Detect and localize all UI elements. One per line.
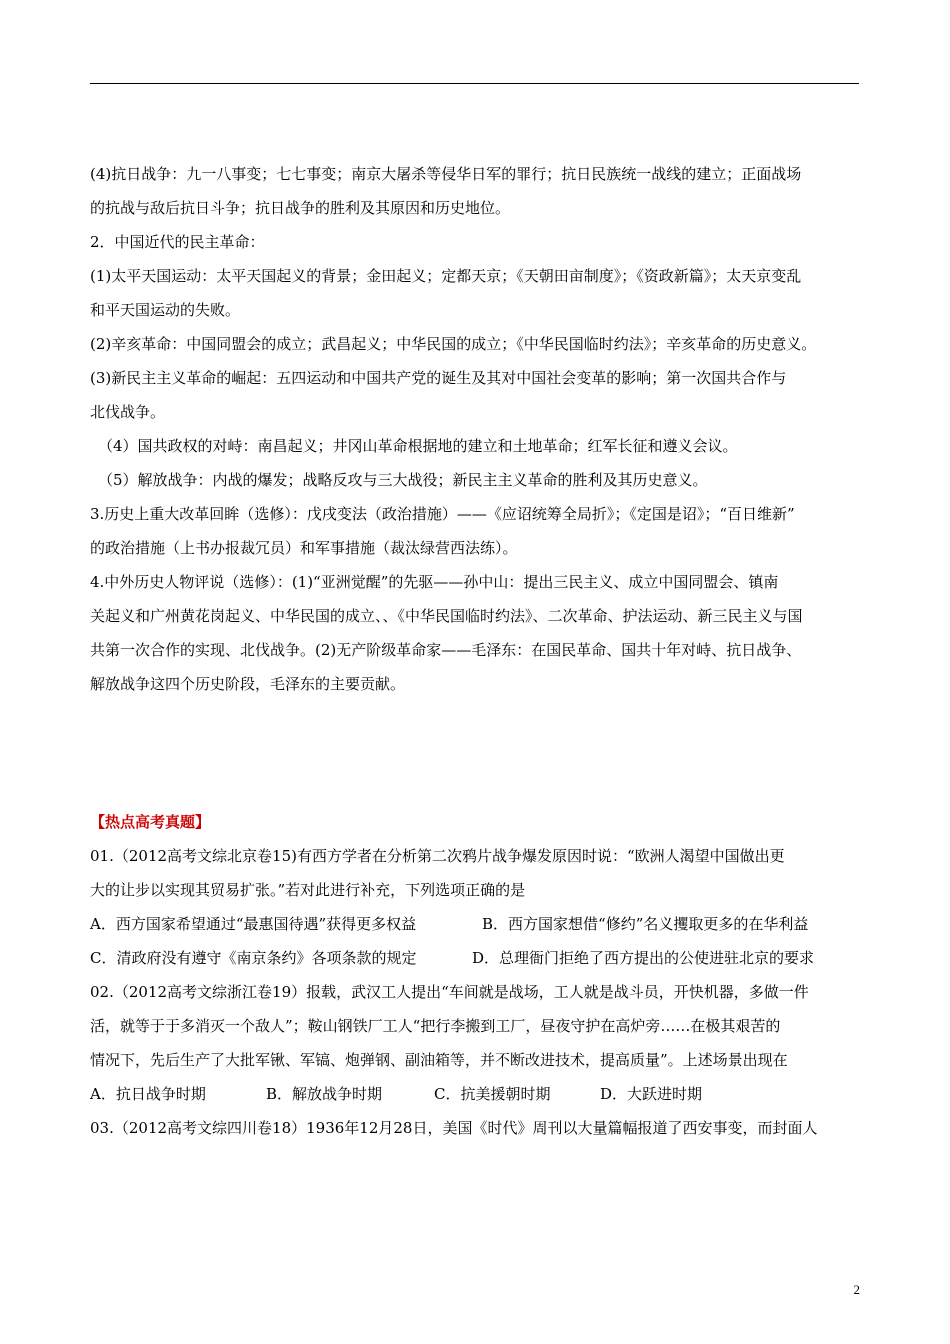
option-b: B．西方国家想借“修约”名义攫取更多的在华利益 — [482, 915, 809, 933]
outline-line: (1)太平天国运动：太平天国起义的背景；金田起义；定都天京；《天朝田亩制度》；《资政新篇》；太天京变乱 — [90, 267, 802, 285]
outline-line: 共第一次合作的实现、北伐战争。(2)无产阶级革命家——毛泽东：在国民革命、国共十年对峙、抗日战争、 — [90, 641, 802, 659]
page-number: 2 — [853, 1282, 860, 1297]
question-line: 活，就等于于多消灭一个敌人”；鞍山钢铁厂工人“把行李搬到工厂，昼夜守护在高炉旁……在极其艰苦的 — [90, 1017, 781, 1035]
outline-line: 4.中外历史人物评说（选修）：(1)“亚洲觉醒”的先驱——孙中山：提出三民主义、成立中国同盟会、镇南 — [90, 573, 779, 591]
outline-line: (2)辛亥革命：中国同盟会的成立；武昌起义；中华民国的成立；《中华民国临时约法》；辛亥革命的历史意义。 — [90, 335, 817, 353]
outline-line: 的政治措施（上书办报裁冗员）和军事措施（裁汰绿营西法练）。 — [90, 539, 518, 557]
outline-line: (3)新民主主义革命的崛起：五四运动和中国共产党的诞生及其对中国社会变革的影响；第一次国共合作与 — [90, 369, 787, 387]
question-line: 大的让步以实现其贸易扩张。”若对此进行补充，下列选项正确的是 — [90, 881, 526, 899]
question-line: 01.（2012高考文综北京卷15)有西方学者在分析第二次鸦片战争爆发原因时说：“欧洲人渴望中国做出更 — [90, 847, 785, 865]
option-c: C．抗美援朝时期 — [434, 1085, 551, 1103]
outline-line: 关起义和广州黄花岗起义、中华民国的成立、、《中华民国临时约法》、二次革命、护法运动、新三民主义与国 — [90, 607, 803, 625]
option-row — [90, 907, 859, 941]
question-line: 情况下，先后生产了大批军锹、军镐、炮弹钢、副油箱等，并不断改进技术，提高质量”。上述场景出现在 — [90, 1051, 788, 1069]
outline-line: (4)抗日战争：九一八事变；七七事变；南京大屠杀等侵华日军的罪行；抗日民族统一战线的建立；正面战场 — [90, 165, 802, 183]
option-b: B．解放战争时期 — [266, 1085, 383, 1103]
outline-line: 北伐战争。 — [90, 403, 166, 421]
option-row — [90, 1077, 859, 1111]
outline-line: 和平天国运动的失败。 — [90, 301, 241, 319]
outline-line: 的抗战与敌后抗日斗争；抗日战争的胜利及其原因和历史地位。 — [90, 199, 511, 217]
outline-line: 3.历史上重大改革回眸（选修）：戊戌变法（政治措施）——《应诏统筹全局折》；《定国是诏》；“百日维新” — [90, 505, 795, 523]
outline-line: （5）解放战争：内战的爆发；战略反攻与三大战役；新民主主义革命的胜利及其历史意义。 — [98, 471, 708, 489]
document-body — [90, 157, 859, 1145]
question-line: 02.（2012高考文综浙江卷19）报载，武汉工人提出“车间就是战场，工人就是战斗员，开快机器，多做一件 — [90, 983, 809, 1001]
option-a: A．抗日战争时期 — [90, 1085, 206, 1103]
option-d: D．总理衙门拒绝了西方提出的公使进驻北京的要求 — [472, 949, 815, 967]
section-heading: 【热点高考真题】 — [90, 813, 211, 831]
option-c: C．清政府没有遵守《南京条约》各项条款的规定 — [90, 949, 417, 967]
option-row — [90, 941, 859, 975]
question-line: 03.（2012高考文综四川卷18）1936年12月28日，美国《时代》周刊以大量篇幅报道了西安事变，而封面人 — [90, 1119, 818, 1137]
option-d: D．大跃进时期 — [600, 1085, 703, 1103]
outline-line: 2．中国近代的民主革命： — [90, 233, 265, 251]
header-rule — [90, 83, 859, 84]
outline-line: 解放战争这四个历史阶段，毛泽东的主要贡献。 — [90, 675, 406, 693]
outline-line: （4）国共政权的对峙：南昌起义；井冈山革命根据地的建立和土地革命；红军长征和遵义会议。 — [98, 437, 738, 455]
option-a: A．西方国家希望通过“最惠国待遇”获得更多权益 — [90, 915, 417, 933]
section-gap — [90, 701, 859, 805]
